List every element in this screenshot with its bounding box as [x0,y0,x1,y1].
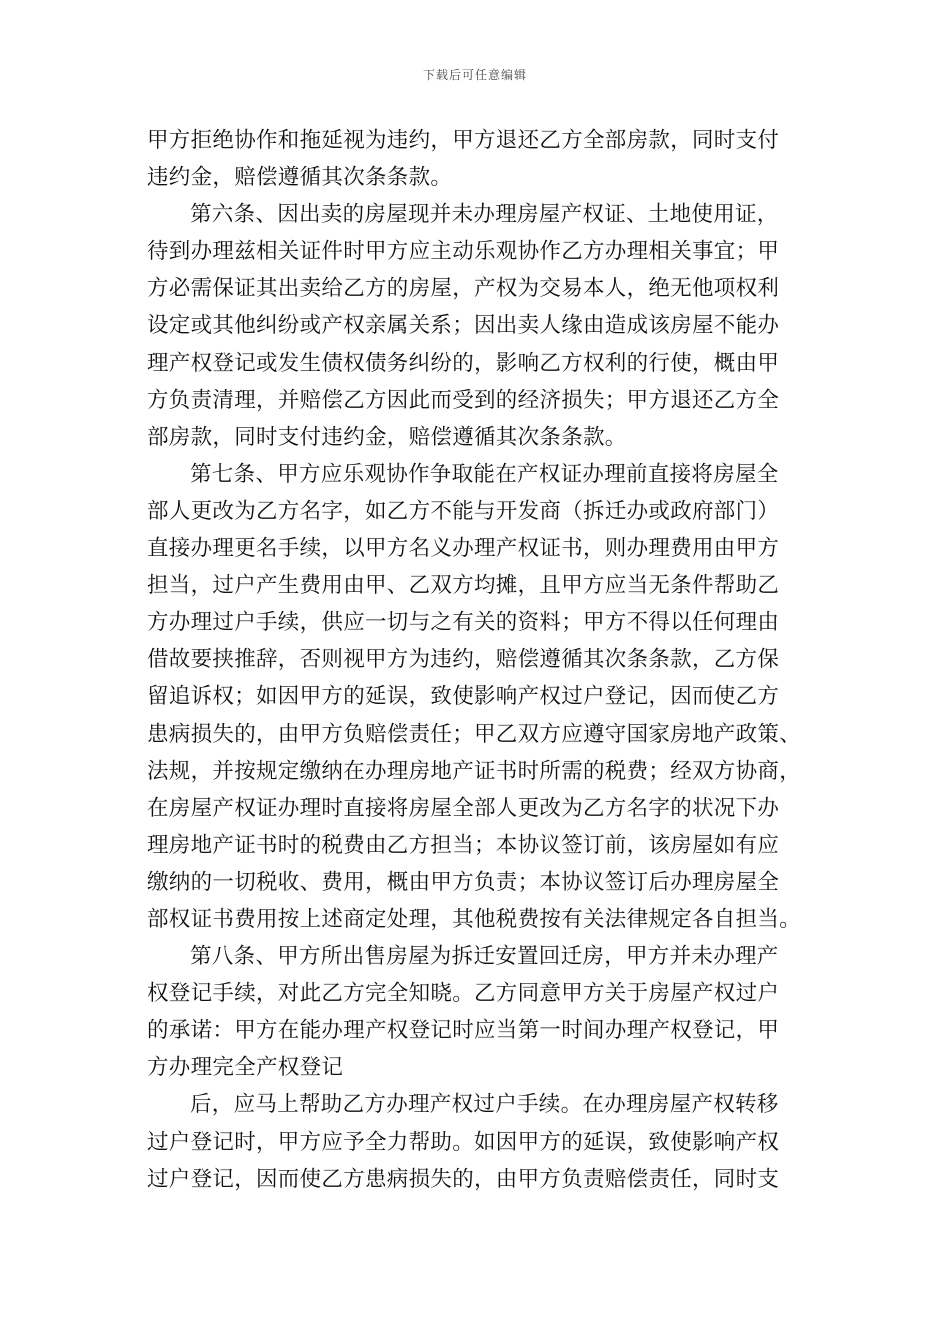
text-line: 方负责清理，并赔偿乙方因此而受到的经济损失；甲方退还乙方全 [147,387,780,413]
text-line: 患病损失的，由甲方负赔偿责任；甲乙双方应遵守国家房地产政策、 [147,721,802,747]
text-line: 法规，并按规定缴纳在办理房地产证书时所需的税费；经双方协商， [147,758,802,784]
text-line: 方办理过户手续，供应一切与之有关的资料；甲方不得以任何理由 [147,610,780,636]
text-line: 理产权登记或发生债权债务纠纷的，影响乙方权利的行使，概由甲 [147,350,780,376]
text-line: 缴纳的一切税收、费用，概由甲方负责；本协议签订后办理房屋全 [147,869,780,895]
text-line: 甲方拒绝协作和拖延视为违约，甲方退还乙方全部房款，同时支付 [147,128,780,153]
text-line: 第八条、甲方所出售房屋为拆迁安置回迁房，甲方并未办理产 [190,944,779,970]
text-line: 待到办理兹相关证件时甲方应主动乐观协作乙方办理相关事宜；甲 [147,239,780,265]
text-line: 违约金，赔偿遵循其次条条款。 [147,165,453,191]
text-line: 方必需保证其出卖给乙方的房屋，产权为交易本人，绝无他项权利 [147,276,780,302]
text-line: 直接办理更名手续，以甲方名义办理产权证书，则办理费用由甲方 [147,536,780,562]
text-line: 在房屋产权证办理时直接将房屋全部人更改为乙方名字的状况下办 [147,795,780,821]
text-line: 部权证书费用按上述商定处理，其他税费按有关法律规定各自担当。 [147,906,802,932]
document-body [147,122,807,1198]
text-line: 方办理完全产权登记 [147,1055,344,1081]
text-line: 部人更改为乙方名字，如乙方不能与开发商（拆迁办或政府部门） [147,498,780,524]
text-line: 过户登记，因而使乙方患病损失的，由甲方负责赔偿责任，同时支 [147,1166,780,1192]
text-line: 借故要挟推辞，否则视甲方为违约，赔偿遵循其次条条款，乙方保 [147,647,780,673]
text-line: 担当，过户产生费用由甲、乙双方均摊，且甲方应当无条件帮助乙 [147,573,780,599]
text-line: 设定或其他纠纷或产权亲属关系；因出卖人缘由造成该房屋不能办 [147,313,780,339]
text-line: 部房款，同时支付违约金，赔偿遵循其次条条款。 [147,424,627,450]
text-line: 第七条、甲方应乐观协作争取能在产权证办理前直接将房屋全 [190,461,779,487]
text-line: 留追诉权；如因甲方的延误，致使影响产权过户登记，因而使乙方 [147,684,780,710]
text-line: 后，应马上帮助乙方办理产权过户手续。在办理房屋产权转移 [190,1092,779,1118]
page-header: 下载后可任意编辑 [422,68,527,82]
text-line: 权登记手续，对此乙方完全知晓。乙方同意甲方关于房屋产权过户 [147,981,780,1007]
text-line: 过户登记时，甲方应予全力帮助。如因甲方的延误，致使影响产权 [147,1129,780,1155]
text-line: 理房地产证书时的税费由乙方担当；本协议签订前，该房屋如有应 [147,832,780,858]
text-line: 第六条、因出卖的房屋现并未办理房屋产权证、土地使用证， [190,202,779,228]
text-line: 的承诺：甲方在能办理产权登记时应当第一时间办理产权登记，甲 [147,1018,780,1044]
